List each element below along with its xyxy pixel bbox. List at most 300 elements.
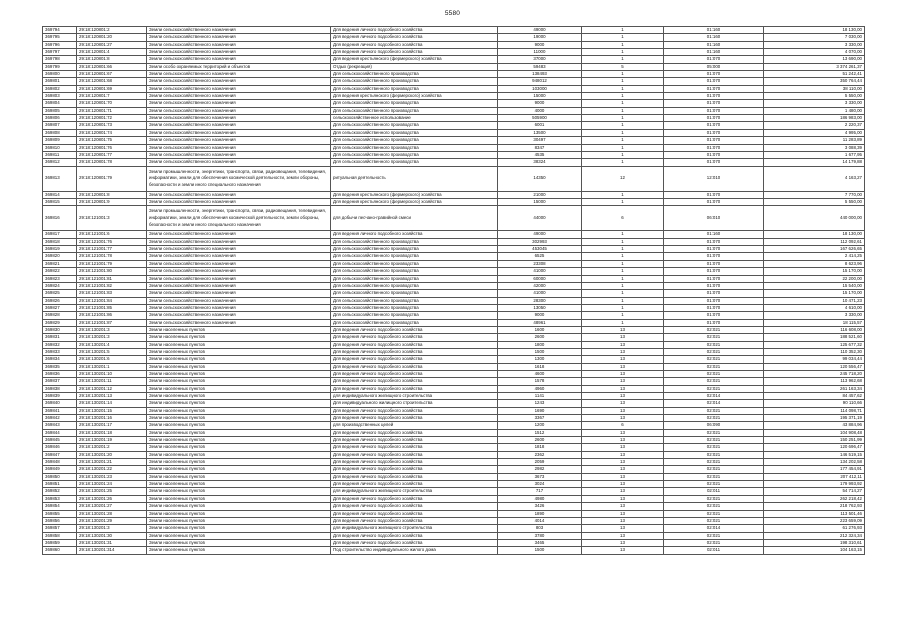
cell-use-code: 02:021 xyxy=(664,415,764,422)
cell-number: 369814 xyxy=(43,191,77,198)
cell-cadastral-value: 5 550,00 xyxy=(764,198,865,205)
cell-land-category: Земли населенных пунктов xyxy=(147,356,331,363)
cell-use-code: 02:021 xyxy=(664,348,764,355)
cell-area: 9000 xyxy=(498,100,582,107)
table-row xyxy=(43,268,865,275)
cell-permitted-use: Для ведения личного подсобного хозяйства xyxy=(331,473,498,480)
cell-area: 38324 xyxy=(498,159,582,166)
cell-permitted-use: для индивидуального жилищного строительства xyxy=(331,488,498,495)
cell-number: 369830 xyxy=(43,326,77,333)
cell-permitted-use: Для сельскохозяйственного производства xyxy=(331,297,498,304)
cell-area: 37000 xyxy=(498,56,582,63)
table-row xyxy=(43,107,865,114)
cell-use-code: 02:021 xyxy=(664,437,764,444)
cell-category-code: 6 xyxy=(582,206,664,231)
cell-use-code: 02:014 xyxy=(664,400,764,407)
cell-permitted-use: Для ведения личного подсобного хозяйства xyxy=(331,510,498,517)
cell-use-code: 01:070 xyxy=(664,312,764,319)
cell-permitted-use: Для сельскохозяйственного производства xyxy=(331,268,498,275)
cell-category-code: 13 xyxy=(582,451,664,458)
cell-cadastral-value: 7 030,00 xyxy=(764,34,865,41)
cell-cadastral-value: 114 098,71 xyxy=(764,407,865,414)
cell-use-code: 01:070 xyxy=(664,100,764,107)
cell-cadastral-value: 2 220,37 xyxy=(764,122,865,129)
cell-permitted-use: Для сельскохозяйственного производства xyxy=(331,246,498,253)
cell-area: 9000 xyxy=(498,41,582,48)
cell-number: 369794 xyxy=(43,27,77,34)
cell-number: 369827 xyxy=(43,304,77,311)
cell-category-code: 13 xyxy=(582,510,664,517)
cell-permitted-use: Для ведения личного подсобного хозяйства xyxy=(331,356,498,363)
cell-area: 1618 xyxy=(498,363,582,370)
cell-use-code: 01:070 xyxy=(664,151,764,158)
cell-use-code: 02:021 xyxy=(664,510,764,517)
cell-number: 369805 xyxy=(43,107,77,114)
cell-cadastral-value: 1 480,00 xyxy=(764,107,865,114)
cell-cadastral-number: 29:18:120801:20 xyxy=(77,34,147,41)
cell-use-code: 02:021 xyxy=(664,451,764,458)
cell-area: 138493 xyxy=(498,71,582,78)
cell-permitted-use: Для ведения личного подсобного хозяйства xyxy=(331,429,498,436)
cell-area: 8347 xyxy=(498,144,582,151)
cell-number: 369842 xyxy=(43,415,77,422)
cell-cadastral-number: 29:18:120801:77 xyxy=(77,151,147,158)
cell-cadastral-value: 177 454,91 xyxy=(764,466,865,473)
cell-land-category: Земли сельскохозяйственного назначения xyxy=(147,122,331,129)
table-row xyxy=(43,385,865,392)
cell-area: 1600 xyxy=(498,326,582,333)
cell-category-code: 5 xyxy=(582,63,664,70)
cell-area: 1512 xyxy=(498,429,582,436)
cell-cadastral-number: 29:18:130201:3 xyxy=(77,326,147,333)
cell-cadastral-number: 29:18:120801:76 xyxy=(77,144,147,151)
cell-use-code: 01:070 xyxy=(664,144,764,151)
cell-permitted-use: Для ведения личного подсобного хозяйства xyxy=(331,348,498,355)
cell-area: 3024 xyxy=(498,481,582,488)
cell-land-category: Земли промышленности, энергетики, транспорта, связи, радиовещания, телевидения, информатики, земли для обеспечения космической деятельности, земли обороны, безопасности и земли иного специального назначения xyxy=(147,206,331,231)
cell-cadastral-value: 90 110,66 xyxy=(764,400,865,407)
cell-land-category: Земли населенных пунктов xyxy=(147,451,331,458)
cell-use-code: 02:021 xyxy=(664,341,764,348)
cell-number: 369831 xyxy=(43,334,77,341)
cell-number: 369812 xyxy=(43,159,77,166)
cell-land-category: Земли населенных пунктов xyxy=(147,466,331,473)
cell-number: 369829 xyxy=(43,319,77,326)
cell-use-code: 01:070 xyxy=(664,319,764,326)
cell-category-code: 13 xyxy=(582,341,664,348)
cell-cadastral-value: 10 471,23 xyxy=(764,297,865,304)
table-row xyxy=(43,41,865,48)
cell-number: 369859 xyxy=(43,539,77,546)
cell-number: 369798 xyxy=(43,56,77,63)
cell-land-category: Земли населенных пунктов xyxy=(147,407,331,414)
cell-use-code: 01:070 xyxy=(664,93,764,100)
cell-land-category: Земли сельскохозяйственного назначения xyxy=(147,56,331,63)
cell-land-category: Земли населенных пунктов xyxy=(147,341,331,348)
cell-land-category: Земли населенных пунктов xyxy=(147,422,331,429)
cell-cadastral-number: 29:18:121001:82 xyxy=(77,282,147,289)
cell-land-category: Земли сельскохозяйственного назначения xyxy=(147,41,331,48)
cell-cadastral-number: 29:18:130201:3 xyxy=(77,525,147,532)
cell-land-category: Земли населенных пунктов xyxy=(147,334,331,341)
cell-cadastral-value: 188 521,60 xyxy=(764,334,865,341)
cell-area: 9000 xyxy=(498,312,582,319)
cell-permitted-use: Для сельскохозяйственного производства xyxy=(331,290,498,297)
cell-number: 369821 xyxy=(43,260,77,267)
cell-category-code: 1 xyxy=(582,304,664,311)
cell-area: 4600 xyxy=(498,370,582,377)
cell-area: 15000 xyxy=(498,198,582,205)
cell-use-code: 02:021 xyxy=(664,532,764,539)
table-row xyxy=(43,400,865,407)
cell-category-code: 1 xyxy=(582,129,664,136)
cell-area: 3780 xyxy=(498,532,582,539)
cell-number: 369810 xyxy=(43,144,77,151)
cell-category-code: 1 xyxy=(582,282,664,289)
cell-use-code: 01:070 xyxy=(664,253,764,260)
cell-category-code: 1 xyxy=(582,312,664,319)
table-row xyxy=(43,129,865,136)
cell-cadastral-value: 104 908,48 xyxy=(764,429,865,436)
cell-cadastral-value: 7 770,00 xyxy=(764,191,865,198)
cell-number: 369825 xyxy=(43,290,77,297)
cell-use-code: 02:021 xyxy=(664,503,764,510)
table-row xyxy=(43,437,865,444)
cell-use-code: 02:021 xyxy=(664,385,764,392)
cell-area: 803 xyxy=(498,525,582,532)
cell-permitted-use: Для ведения крестьянского (фермерского) хозяйства xyxy=(331,93,498,100)
table-row xyxy=(43,363,865,370)
cell-category-code: 1 xyxy=(582,253,664,260)
cell-category-code: 13 xyxy=(582,334,664,341)
cell-use-code: 02:014 xyxy=(664,393,764,400)
cell-permitted-use: Для сельскохозяйственного производства xyxy=(331,151,498,158)
table-row xyxy=(43,137,865,144)
cell-cadastral-value: 440 000,00 xyxy=(764,206,865,231)
cell-cadastral-value: 15 170,00 xyxy=(764,290,865,297)
cell-use-code: 02:021 xyxy=(664,481,764,488)
cell-use-code: 01:070 xyxy=(664,198,764,205)
table-row xyxy=(43,539,865,546)
cell-permitted-use: Для сельскохозяйственного производства xyxy=(331,71,498,78)
cell-category-code: 1 xyxy=(582,93,664,100)
cell-use-code: 02:021 xyxy=(664,466,764,473)
cell-land-category: Земли сельскохозяйственного назначения xyxy=(147,268,331,275)
cell-number: 369811 xyxy=(43,151,77,158)
cell-cadastral-value: 113 962,68 xyxy=(764,378,865,385)
table-row xyxy=(43,444,865,451)
cell-land-category: Земли сельскохозяйственного назначения xyxy=(147,297,331,304)
cell-number: 369833 xyxy=(43,348,77,355)
cell-cadastral-value: 18 115,57 xyxy=(764,319,865,326)
table-row xyxy=(43,78,865,85)
table-row xyxy=(43,495,865,502)
cell-use-code: 01:070 xyxy=(664,282,764,289)
table-row xyxy=(43,282,865,289)
table-row xyxy=(43,304,865,311)
cell-category-code: 1 xyxy=(582,191,664,198)
cell-category-code: 13 xyxy=(582,466,664,473)
cell-number: 369804 xyxy=(43,100,77,107)
cell-number: 369797 xyxy=(43,49,77,56)
cell-area: 23308 xyxy=(498,260,582,267)
cell-cadastral-value: 261 163,34 xyxy=(764,385,865,392)
cell-land-category: Земли населенных пунктов xyxy=(147,547,331,554)
cell-category-code: 13 xyxy=(582,517,664,524)
cell-cadastral-number: 29:18:120801:2 xyxy=(77,27,147,34)
cell-area: 2600 xyxy=(498,334,582,341)
cell-cadastral-value: 104 163,15 xyxy=(764,547,865,554)
cell-cadastral-number: 29:18:130201:2 xyxy=(77,444,147,451)
table-row xyxy=(43,466,865,473)
cell-permitted-use: Для ведения личного подсобного хозяйства xyxy=(331,495,498,502)
table-row xyxy=(43,85,865,92)
cell-number: 369819 xyxy=(43,246,77,253)
cell-land-category: Земли сельскохозяйственного назначения xyxy=(147,49,331,56)
cell-permitted-use: Для сельскохозяйственного производства xyxy=(331,260,498,267)
cell-land-category: Земли населенных пунктов xyxy=(147,510,331,517)
cell-permitted-use: Для ведения личного подсобного хозяйства xyxy=(331,407,498,414)
cell-category-code: 1 xyxy=(582,49,664,56)
cell-cadastral-number: 29:18:130201:22 xyxy=(77,466,147,473)
cell-category-code: 1 xyxy=(582,231,664,238)
cell-land-category: Земли промышленности, энергетики, транспорта, связи, радиовещания, телевидения, информатики, земли для обеспечения космической деятельности, земли обороны, безопасности и земли иного специального назначения xyxy=(147,166,331,191)
cell-area: 13050 xyxy=(498,304,582,311)
cell-category-code: 1 xyxy=(582,137,664,144)
cell-cadastral-number: 29:18:130201:11 xyxy=(77,378,147,385)
cell-cadastral-value: 15 540,00 xyxy=(764,282,865,289)
cell-cadastral-number: 29:18:130201:314 xyxy=(77,547,147,554)
cell-number: 369843 xyxy=(43,422,77,429)
cell-number: 369832 xyxy=(43,341,77,348)
cell-land-category: Земли сельскохозяйственного назначения xyxy=(147,107,331,114)
cell-cadastral-number: 29:18:130201:19 xyxy=(77,437,147,444)
cell-use-code: 01:160 xyxy=(664,41,764,48)
cell-area: 3673 xyxy=(498,473,582,480)
table-row xyxy=(43,275,865,282)
cell-category-code: 13 xyxy=(582,444,664,451)
cell-number: 369840 xyxy=(43,400,77,407)
cell-permitted-use: Для ведения личного подсобного хозяйства xyxy=(331,370,498,377)
table-row xyxy=(43,525,865,532)
cell-cadastral-number: 29:18:121001:84 xyxy=(77,297,147,304)
cell-permitted-use: Для ведения личного подсобного хозяйства xyxy=(331,415,498,422)
cell-category-code: 13 xyxy=(582,539,664,546)
cell-area: 3367 xyxy=(498,415,582,422)
cell-category-code: 1 xyxy=(582,107,664,114)
cell-use-code: 01:070 xyxy=(664,122,764,129)
cell-use-code: 01:070 xyxy=(664,137,764,144)
cell-land-category: Земли населенных пунктов xyxy=(147,415,331,422)
table-row xyxy=(43,503,865,510)
table-row xyxy=(43,122,865,129)
cell-land-category: Земли сельскохозяйственного назначения xyxy=(147,319,331,326)
cell-land-category: Земли населенных пунктов xyxy=(147,495,331,502)
cell-category-code: 13 xyxy=(582,532,664,539)
cell-cadastral-value: 18 130,00 xyxy=(764,27,865,34)
cell-cadastral-number: 29:18:130201:27 xyxy=(77,503,147,510)
table-row xyxy=(43,415,865,422)
cell-number: 369846 xyxy=(43,444,77,451)
table-row xyxy=(43,488,865,495)
cell-permitted-use: Для сельскохозяйственного производства xyxy=(331,137,498,144)
cell-land-category: Земли сельскохозяйственного назначения xyxy=(147,100,331,107)
cell-cadastral-value: 146 519,15 xyxy=(764,451,865,458)
cell-cadastral-number: 29:18:130201:21 xyxy=(77,459,147,466)
cell-use-code: 02:021 xyxy=(664,407,764,414)
cell-use-code: 02:021 xyxy=(664,517,764,524)
cell-land-category: Земли населенных пунктов xyxy=(147,532,331,539)
cell-number: 369801 xyxy=(43,78,77,85)
cell-number: 369818 xyxy=(43,238,77,245)
cell-number: 369847 xyxy=(43,451,77,458)
table-row xyxy=(43,260,865,267)
cell-permitted-use: Для сельскохозяйственного производства xyxy=(331,78,498,85)
cell-permitted-use: Для сельскохозяйственного производства xyxy=(331,144,498,151)
cell-use-code: 01:160 xyxy=(664,49,764,56)
cell-land-category: Земли сельскохозяйственного назначения xyxy=(147,290,331,297)
cell-use-code: 02:021 xyxy=(664,334,764,341)
cell-cadastral-value: 179 993,92 xyxy=(764,481,865,488)
table-row xyxy=(43,191,865,198)
cell-cadastral-number: 29:18:121001:76 xyxy=(77,238,147,245)
cell-permitted-use: Для ведения личного подсобного хозяйства xyxy=(331,34,498,41)
cell-land-category: Земли сельскохозяйственного назначения xyxy=(147,151,331,158)
cell-area: 13500 xyxy=(498,129,582,136)
cell-number: 369823 xyxy=(43,275,77,282)
cell-permitted-use: Для ведения крестьянского (фермерского) хозяйства xyxy=(331,198,498,205)
cell-land-category: Земли сельскохозяйственного назначения xyxy=(147,129,331,136)
cell-category-code: 13 xyxy=(582,400,664,407)
cell-area: 1500 xyxy=(498,547,582,554)
cell-cadastral-value: 125 677,32 xyxy=(764,341,865,348)
cell-number: 369799 xyxy=(43,63,77,70)
cell-cadastral-number: 29:18:130201:30 xyxy=(77,532,147,539)
cell-number: 369815 xyxy=(43,198,77,205)
cell-permitted-use: Для ведения крестьянского (фермерского) хозяйства xyxy=(331,56,498,63)
cell-cadastral-value: 15 170,00 xyxy=(764,268,865,275)
cell-land-category: Земли населенных пунктов xyxy=(147,488,331,495)
table-row xyxy=(43,231,865,238)
cell-use-code: 01:070 xyxy=(664,304,764,311)
cell-use-code: 01:070 xyxy=(664,78,764,85)
table-row xyxy=(43,290,865,297)
cell-area: 60000 xyxy=(498,275,582,282)
table-row xyxy=(43,100,865,107)
cell-category-code: 13 xyxy=(582,348,664,355)
table-row xyxy=(43,319,865,326)
cell-area: 4960 xyxy=(498,385,582,392)
cell-permitted-use: Для сельскохозяйственного производства xyxy=(331,129,498,136)
cell-cadastral-value: 150 251,99 xyxy=(764,437,865,444)
cell-number: 369845 xyxy=(43,437,77,444)
cell-cadastral-number: 29:18:121001:85 xyxy=(77,304,147,311)
cell-category-code: 1 xyxy=(582,297,664,304)
cell-cadastral-number: 29:18:130201:6 xyxy=(77,356,147,363)
table-row xyxy=(43,246,865,253)
cell-cadastral-value: 245 718,20 xyxy=(764,370,865,377)
cell-land-category: Земли населенных пунктов xyxy=(147,517,331,524)
cell-area: 14350 xyxy=(498,166,582,191)
cell-cadastral-value: 14 179,88 xyxy=(764,159,865,166)
cell-land-category: Земли населенных пунктов xyxy=(147,378,331,385)
cell-permitted-use: Для сельскохозяйственного производства xyxy=(331,282,498,289)
cell-cadastral-number: 29:18:120801:70 xyxy=(77,100,147,107)
cell-cadastral-number: 29:18:130201:31 xyxy=(77,539,147,546)
cell-category-code: 13 xyxy=(582,473,664,480)
table-row xyxy=(43,510,865,517)
cell-cadastral-number: 29:18:130201:5 xyxy=(77,348,147,355)
cell-number: 369834 xyxy=(43,356,77,363)
cell-area: 21000 xyxy=(498,191,582,198)
cell-cadastral-number: 29:18:130201:4 xyxy=(77,341,147,348)
table-row xyxy=(43,49,865,56)
cell-number: 369822 xyxy=(43,268,77,275)
cell-area: 49000 xyxy=(498,231,582,238)
cell-number: 369839 xyxy=(43,393,77,400)
table-row xyxy=(43,341,865,348)
cell-cadastral-number: 29:18:121001:6 xyxy=(77,231,147,238)
cell-use-code: 05:000 xyxy=(664,63,764,70)
cell-category-code: 13 xyxy=(582,370,664,377)
cell-cadastral-number: 29:18:130201:25 xyxy=(77,488,147,495)
cell-use-code: 02:011 xyxy=(664,547,764,554)
cell-permitted-use: Для ведения личного подсобного хозяйства xyxy=(331,459,498,466)
cell-permitted-use: Отдых (рекреация) xyxy=(331,63,498,70)
cell-cadastral-value: 134 202,58 xyxy=(764,459,865,466)
cell-number: 369855 xyxy=(43,510,77,517)
cell-category-code: 13 xyxy=(582,495,664,502)
cell-category-code: 1 xyxy=(582,260,664,267)
cell-number: 369817 xyxy=(43,231,77,238)
cell-cadastral-value: 43 884,96 xyxy=(764,422,865,429)
cell-cadastral-value: 3 330,00 xyxy=(764,312,865,319)
cell-category-code: 1 xyxy=(582,144,664,151)
cell-area: 1800 xyxy=(498,341,582,348)
cell-area: 6001 xyxy=(498,122,582,129)
cell-use-code: 01:160 xyxy=(664,231,764,238)
cell-cadastral-number: 29:18:120801:68 xyxy=(77,78,147,85)
cell-permitted-use: Для ведения личного подсобного хозяйства xyxy=(331,437,498,444)
cell-cadastral-number: 29:18:121001:87 xyxy=(77,319,147,326)
cell-number: 369850 xyxy=(43,473,77,480)
table-row xyxy=(43,34,865,41)
cell-number: 369826 xyxy=(43,297,77,304)
cell-category-code: 13 xyxy=(582,363,664,370)
cell-cadastral-value: 223 659,09 xyxy=(764,517,865,524)
cell-use-code: 01:070 xyxy=(664,129,764,136)
cell-cadastral-number: 29:18:120801:78 xyxy=(77,159,147,166)
cell-category-code: 13 xyxy=(582,459,664,466)
cell-area: 2600 xyxy=(498,437,582,444)
cell-number: 369808 xyxy=(43,129,77,136)
cell-cadastral-number: 29:18:120801:74 xyxy=(77,129,147,136)
cell-category-code: 1 xyxy=(582,151,664,158)
cell-area: 3465 xyxy=(498,539,582,546)
cell-category-code: 13 xyxy=(582,326,664,333)
cell-land-category: Земли сельскохозяйственного назначения xyxy=(147,191,331,198)
cell-number: 369848 xyxy=(43,459,77,466)
table-row xyxy=(43,297,865,304)
cell-cadastral-value: 198 310,61 xyxy=(764,539,865,546)
cell-cadastral-number: 29:18:130201:24 xyxy=(77,481,147,488)
table-row xyxy=(43,356,865,363)
cell-cadastral-number: 29:18:121001:3 xyxy=(77,206,147,231)
cell-cadastral-value: 13 690,00 xyxy=(764,56,865,63)
table-row xyxy=(43,93,865,100)
cell-use-code: 02:014 xyxy=(664,525,764,532)
table-row xyxy=(43,429,865,436)
